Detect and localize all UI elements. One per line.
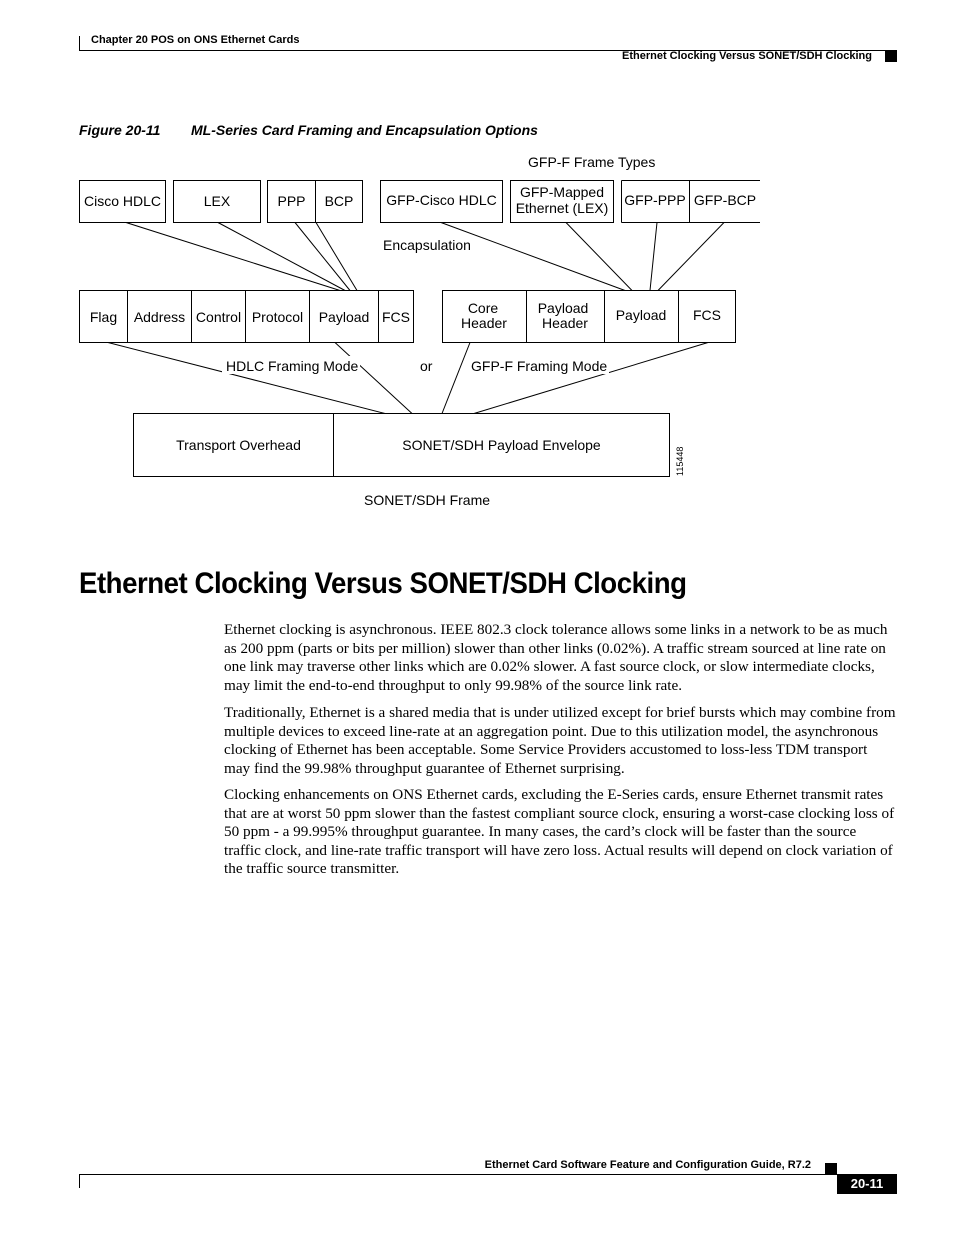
line-gfp-mapped-to-payload — [566, 223, 632, 291]
gfp-field-payload-1: Payload — [537, 300, 589, 316]
line-hdlc-right-to-envelope — [335, 343, 412, 414]
line-gfp-ppp-to-payload — [650, 223, 657, 291]
section-title: Ethernet Clocking Versus SONET/SDH Clocking — [79, 567, 687, 600]
framing-encapsulation-diagram — [0, 0, 954, 520]
label-gfp-framing-mode: GFP-F Framing Mode — [471, 358, 608, 374]
label-payload-envelope: SONET/SDH Payload Envelope — [402, 437, 601, 453]
hdlc-field-address: Address — [133, 309, 186, 325]
figure-caption-number: Figure 20-11 — [79, 122, 161, 138]
label-cisco-hdlc: Cisco HDLC — [83, 193, 162, 209]
label-gfp-frame-types: GFP-F Frame Types — [528, 154, 656, 170]
line-gfp-bcp-to-payload — [658, 223, 724, 291]
hdlc-field-control: Control — [195, 309, 242, 325]
gfp-field-payload: Payload — [615, 307, 667, 323]
header-section: Ethernet Clocking Versus SONET/SDH Clocking — [622, 50, 872, 62]
label-gfp-bcp: GFP-BCP — [693, 192, 757, 208]
footer-guide-title: Ethernet Card Software Feature and Configuration Guide, R7.2 — [484, 1159, 811, 1171]
page-number: 20-11 — [837, 1174, 897, 1194]
gfp-field-core: Core — [467, 300, 499, 316]
footer-left-rule — [79, 1174, 80, 1188]
hdlc-field-protocol: Protocol — [251, 309, 304, 325]
line-lex-to-payload — [218, 223, 345, 291]
label-lex: LEX — [203, 193, 231, 209]
figure-id: 115448 — [675, 446, 685, 476]
label-hdlc-framing-mode: HDLC Framing Mode — [226, 358, 359, 374]
line-cisco-hdlc-to-payload — [126, 223, 340, 291]
gfp-field-payload-header: Header — [542, 315, 588, 331]
label-bcp: BCP — [324, 193, 354, 209]
label-ppp: PPP — [277, 193, 306, 209]
hdlc-field-flag: Flag — [89, 309, 118, 325]
label-or: or — [420, 358, 433, 374]
footer-rule — [79, 1174, 897, 1175]
gfp-field-core-header: Header — [461, 315, 507, 331]
label-transport-overhead: Transport Overhead — [176, 437, 301, 453]
line-gfp-left-to-envelope — [442, 343, 470, 414]
paragraph-1: Ethernet clocking is asynchronous. IEEE 802.3 clock tolerance allows some links in a network to be as much as 200 ppm (parts or bits per million) slower than other links (0.02%). A traffic stream sourced at line rate on one link may traverse other links which are 0.02% slower. A fast source clock, or slow intermediate clocks, may limit the end-to-end throughput to only 99.98% of the source link rate. — [224, 621, 888, 694]
label-gfp-cisco-hdlc: GFP-Cisco HDLC — [386, 192, 497, 208]
gfp-field-fcs: FCS — [693, 307, 721, 323]
label-gfp-mapped: GFP-Mapped — [519, 184, 605, 200]
figure-caption-title: ML-Series Card Framing and Encapsulation Options — [191, 122, 538, 138]
paragraph-3: Clocking enhancements on ONS Ethernet cards, excluding the E-Series cards, ensure Ethernet transmit rates that are at worst 50 ppm slower than the fastest compliant source clock, ensuring a worst-case clocking loss of 50 ppm - a 99.995% throughput guarantee. In many cases, the card’s clock will be faster than the source traffic clock, and line-rate traffic transport will have zero loss. Actual results will depend on clock variation of the traffic source transmitter. — [224, 786, 895, 878]
label-gfp-ppp: GFP-PPP — [624, 192, 686, 208]
header-chapter: Chapter 20 POS on ONS Ethernet Cards — [91, 34, 300, 46]
line-hdlc-left-to-envelope — [108, 343, 385, 414]
hdlc-field-payload: Payload — [318, 309, 370, 325]
line-gfp-right-to-envelope — [474, 343, 708, 414]
label-ethernet-lex: Ethernet (LEX) — [515, 200, 609, 216]
paragraph-2: Traditionally, Ethernet is a shared media that is under utilized except for brief bursts which may combine from multiple devices to exceed line-rate at an aggregation point. Due to this utilization model, the asynchronous clocking of Ethernet has been acceptable. Some Service Providers accustomed to loss-less TDM transport may find the 99.98% throughput guarantee of Ethernet surprising. — [224, 704, 896, 777]
line-gfp-cisco-hdlc-to-payload — [441, 223, 625, 291]
label-encapsulation: Encapsulation — [383, 237, 471, 253]
label-sonet-sdh-frame: SONET/SDH Frame — [364, 492, 491, 508]
hdlc-field-fcs: FCS — [382, 309, 410, 325]
